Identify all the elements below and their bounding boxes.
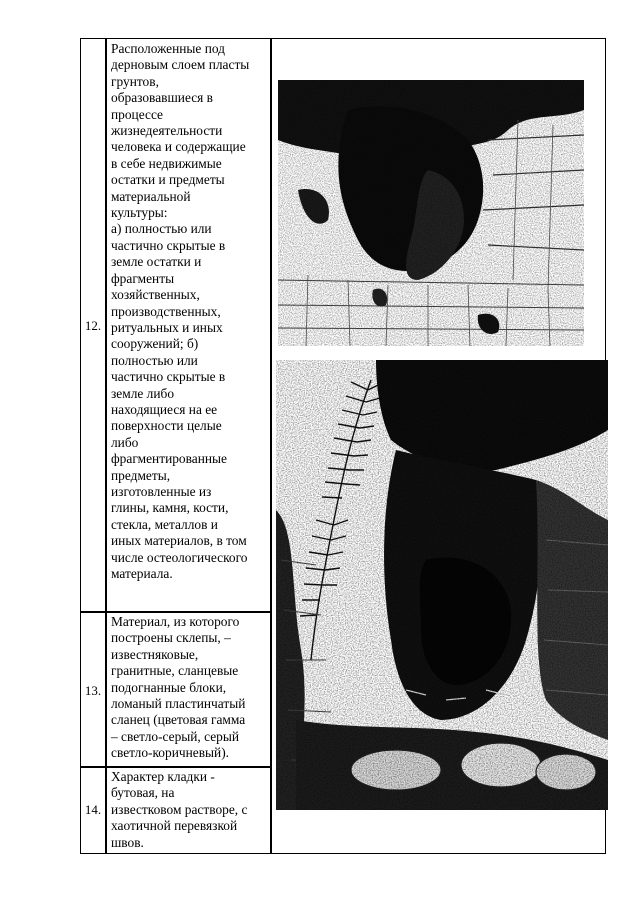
excavation-photo-top [278, 80, 584, 346]
crypt-photo-bottom [276, 360, 608, 810]
column-divider-number [105, 38, 107, 854]
row-divider-13-14 [80, 766, 271, 768]
row-description-12: Расположенные под дерновым слоем пласты грунтов, образовавшиеся в процессе жизнедеятельности человека и содержащие в себе недвижимые остатки и предметы материальной культуры: а) полностью или частично скрытые в земле остатки и фрагменты хозяйственных, производственных, ритуальных и иных сооружений; б) полностью или частично скрытые в земле либо находящиеся на ее поверхности целые либо фрагментированные предметы, изготовленные из глины, камня, кости, стекла, металлов и иных материалов, в том числе остеологического материала. [111, 41, 250, 581]
row-divider-12-13 [80, 611, 271, 613]
column-divider-photo [270, 38, 272, 854]
row-number-13: 13. [84, 683, 102, 698]
row-number-14: 14. [84, 802, 102, 817]
row-number-12: 12. [84, 318, 102, 333]
row-description-13: Материал, из которого построены склепы, – известняковые, гранитные, сланцевые подогнанные блоки, ломаный пластинчатый сланец (цветовая гамма – светло-серый, серый светло-коричневый). [111, 614, 246, 761]
row-description-14: Характер кладки - бутовая, на известковом растворе, с хаотичной перевязкой швов. [111, 769, 248, 850]
